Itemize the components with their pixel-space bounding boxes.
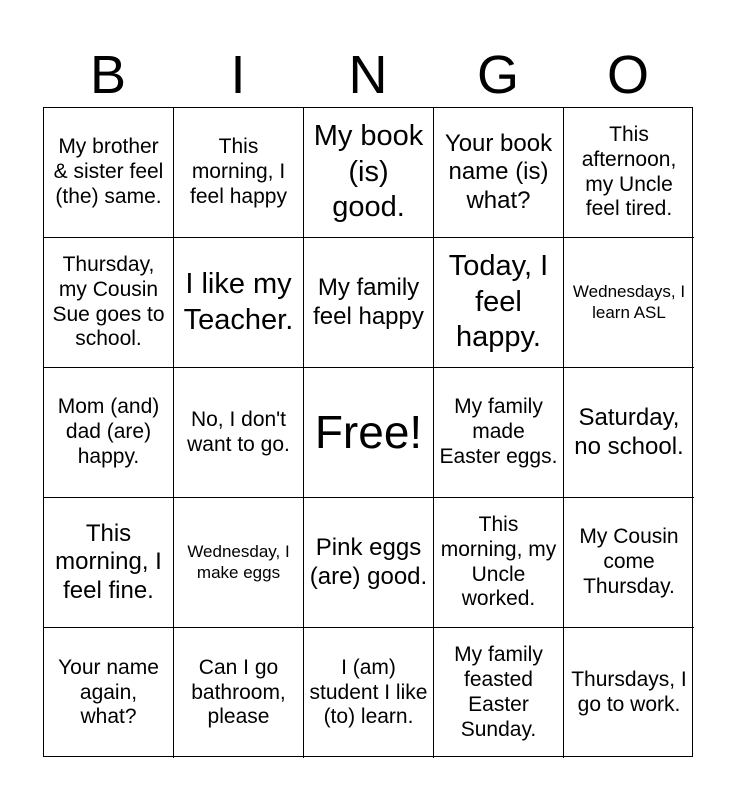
bingo-cell-r5c4[interactable]: My family feasted Easter Sunday. xyxy=(434,628,564,758)
header-letter-i: I xyxy=(230,45,246,105)
bingo-cell-free[interactable]: Free! xyxy=(304,368,434,498)
bingo-cell-r4c4[interactable]: This morning, my Uncle worked. xyxy=(434,498,564,628)
bingo-board xyxy=(43,107,693,757)
bingo-header xyxy=(43,44,693,106)
header-letter-n: N xyxy=(348,45,388,105)
bingo-cell-r3c4[interactable]: My family made Easter eggs. xyxy=(434,368,564,498)
bingo-cell-r2c1[interactable]: Thursday, my Cousin Sue goes to school. xyxy=(44,238,174,368)
bingo-cell-r1c2[interactable]: This morning, I feel happy xyxy=(174,108,304,238)
bingo-cell-r4c1[interactable]: This morning, I feel fine. xyxy=(44,498,174,628)
bingo-cell-r3c2[interactable]: No, I don't want to go. xyxy=(174,368,304,498)
bingo-cell-r4c2[interactable]: Wednesday, I make eggs xyxy=(174,498,304,628)
bingo-cell-r2c2[interactable]: I like my Teacher. xyxy=(174,238,304,368)
header-letter-b: B xyxy=(89,45,127,105)
bingo-cell-r1c4[interactable]: Your book name (is) what? xyxy=(434,108,564,238)
bingo-cell-r5c5[interactable]: Thursdays, I go to work. xyxy=(571,668,687,716)
bingo-cell-r2c4[interactable]: Today, I feel happy. xyxy=(434,238,564,368)
bingo-cell-r4c5[interactable]: My Cousin come Thursday. xyxy=(564,498,694,628)
bingo-cell-r2c5[interactable]: Wednesdays, I learn ASL xyxy=(564,238,694,368)
bingo-cell-r3c5[interactable]: Saturday, no school. xyxy=(564,368,694,498)
bingo-cell-r2c3[interactable]: My family feel happy xyxy=(304,238,434,368)
bingo-cell-r1c5[interactable]: This afternoon, my Uncle feel tired. xyxy=(564,108,694,238)
bingo-cell-r4c3[interactable]: Pink eggs (are) good. xyxy=(304,498,434,628)
bingo-cell-r1c1[interactable]: My brother & sister feel (the) same. xyxy=(44,108,174,238)
bingo-cell-r5c1[interactable]: Your name again, what? xyxy=(44,628,174,758)
bingo-cell-r3c1[interactable]: Mom (and) dad (are) happy. xyxy=(44,368,174,498)
bingo-cell-r1c3[interactable]: My book (is) good. xyxy=(304,108,434,238)
bingo-cell-r5c2[interactable]: Can I go bathroom, please xyxy=(174,628,304,758)
header-letter-g: G xyxy=(476,45,519,105)
header-letter-o: O xyxy=(606,45,649,105)
bingo-cell-r5c3[interactable]: I (am) student I like (to) learn. xyxy=(304,628,434,758)
